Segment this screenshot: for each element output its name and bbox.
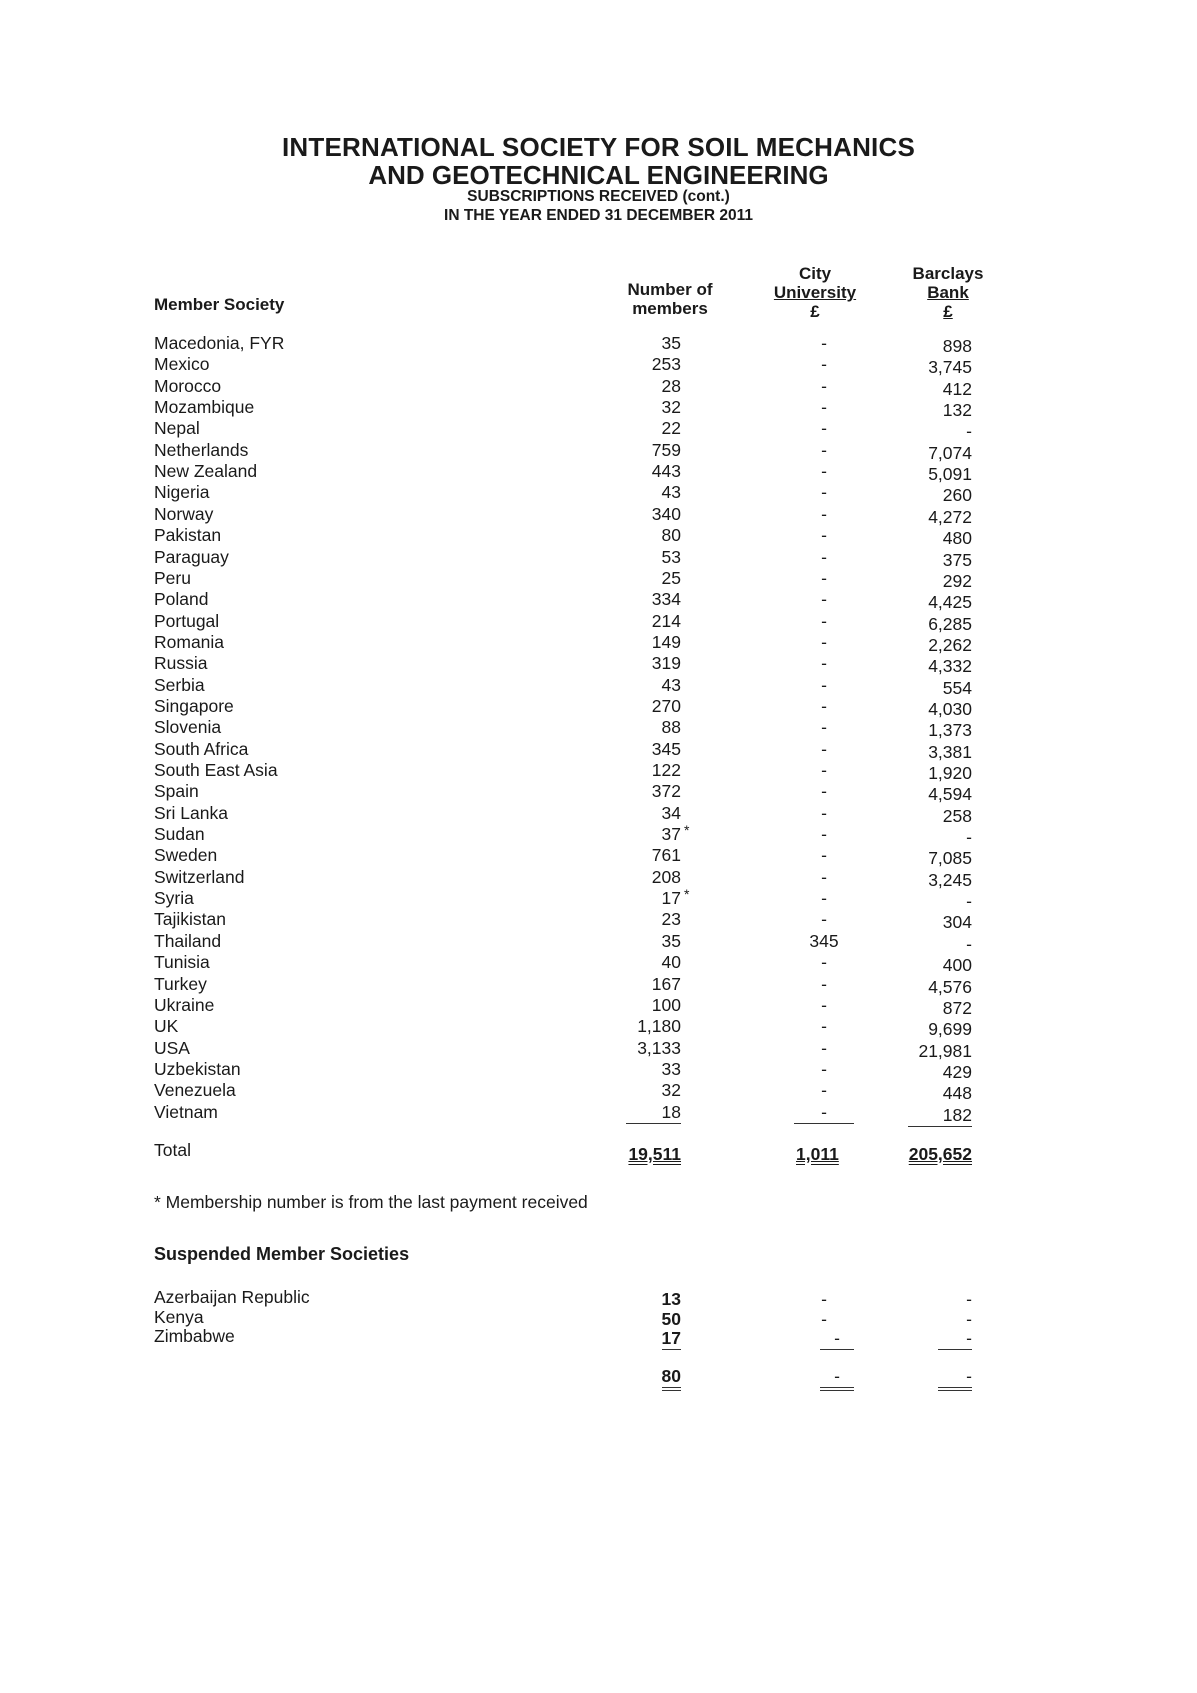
- member-society-name: New Zealand: [154, 461, 258, 482]
- city-university-amount: -: [821, 717, 827, 738]
- city-university-amount: -: [821, 1016, 827, 1037]
- suspended-society-name: Zimbabwe: [154, 1326, 235, 1346]
- barclays-bank-amount: -: [966, 421, 972, 442]
- member-society-name: Tunisia: [154, 952, 210, 973]
- footnote-marker: *: [684, 822, 690, 839]
- number-of-members: 372: [651, 781, 681, 802]
- number-of-members: 43: [661, 482, 681, 503]
- barclays-bank-amount: 2,262: [928, 634, 972, 655]
- city-university-amount: -: [821, 610, 827, 631]
- member-society-name: Venezuela: [154, 1080, 236, 1101]
- member-society-name: Nepal: [154, 418, 200, 439]
- number-of-members: 345: [651, 738, 681, 759]
- footnote: * Membership number is from the last payment received: [154, 1192, 588, 1212]
- table-row: [154, 632, 1014, 653]
- number-of-members: 37: [661, 824, 681, 845]
- city-university-amount: -: [821, 354, 827, 375]
- document-subtitle: SUBSCRIPTIONS RECEIVED (cont.): [467, 188, 730, 205]
- table-row: [154, 760, 1014, 781]
- city-university-amount: 345: [809, 930, 839, 951]
- table-row: [154, 1102, 1014, 1123]
- suspended-section-heading: Suspended Member Societies: [154, 1244, 410, 1264]
- suspended-row: [154, 1287, 1014, 1307]
- table-row: [154, 653, 1014, 677]
- total-row: [154, 1140, 1014, 1164]
- suspended-members: 13: [661, 1289, 681, 1309]
- column-header-number-line-2: members: [632, 299, 708, 318]
- member-society-name: UK: [154, 1016, 179, 1037]
- number-of-members: 43: [661, 674, 681, 695]
- column-header-bank-currency: £: [943, 302, 953, 321]
- table-row: [154, 504, 1014, 525]
- barclays-bank-amount: -: [966, 891, 972, 912]
- table-row: [154, 1038, 1014, 1059]
- table-row: [154, 696, 1014, 717]
- member-society-name: Peru: [154, 567, 191, 588]
- column-header-bank-line-1: Barclays: [912, 264, 984, 283]
- column-header-city-line-2: University: [773, 283, 857, 302]
- number-of-members: 32: [661, 397, 681, 418]
- member-society-name: Switzerland: [154, 866, 245, 887]
- table-row: [154, 589, 1014, 613]
- table-row: [154, 739, 1014, 760]
- table-row: [154, 717, 1014, 741]
- total-label: Total: [154, 1140, 191, 1160]
- city-university-amount: -: [821, 375, 827, 396]
- barclays-bank-amount: 258: [942, 805, 972, 826]
- city-university-amount: -: [821, 461, 827, 482]
- table-row: [154, 867, 1014, 888]
- suspended-city-university: -: [821, 1309, 827, 1329]
- table-row: [154, 845, 1014, 869]
- city-university-amount: -: [821, 888, 827, 909]
- barclays-bank-amount: 5,091: [928, 464, 972, 485]
- city-university-amount: -: [821, 439, 827, 460]
- barclays-bank-amount: 7,074: [928, 442, 972, 463]
- barclays-bank-amount: 375: [942, 549, 972, 570]
- suspended-members: 17: [661, 1328, 681, 1348]
- barclays-bank-amount: 6,285: [928, 613, 972, 634]
- city-university-amount: -: [821, 973, 827, 994]
- barclays-bank-amount: 21,981: [918, 1040, 972, 1061]
- number-of-members: 33: [661, 1058, 681, 1079]
- suspended-members: 50: [661, 1309, 681, 1329]
- member-society-name: Poland: [154, 589, 209, 610]
- city-university-amount: -: [821, 589, 827, 610]
- suspended-total-barclays-bank: -: [938, 1366, 972, 1391]
- barclays-bank-amount: 4,594: [928, 784, 972, 805]
- city-university-amount: -: [821, 845, 827, 866]
- number-of-members: 3,133: [637, 1037, 681, 1058]
- number-of-members: 214: [651, 610, 681, 631]
- barclays-bank-amount: 1,373: [928, 720, 972, 741]
- number-of-members: 122: [651, 760, 681, 780]
- suspended-society-name: Azerbaijan Republic: [154, 1287, 310, 1307]
- number-of-members: 88: [661, 717, 681, 738]
- member-society-name: Sudan: [154, 824, 205, 845]
- number-of-members: 53: [661, 546, 681, 567]
- member-society-name: Spain: [154, 781, 199, 802]
- table-row: [154, 482, 1014, 506]
- table-row: [154, 376, 1014, 397]
- member-society-name: Syria: [154, 888, 194, 909]
- member-society-name: Vietnam: [154, 1101, 218, 1122]
- number-of-members: 18: [626, 1102, 681, 1124]
- table-row: [154, 333, 1014, 354]
- member-society-name: Pakistan: [154, 525, 222, 546]
- suspended-row: [154, 1307, 1014, 1327]
- suspended-barclays-bank: -: [966, 1309, 972, 1329]
- number-of-members: 319: [651, 653, 681, 674]
- member-society-name: Russia: [154, 653, 208, 674]
- member-society-name: Nigeria: [154, 482, 210, 503]
- total-city-university: 1,011: [796, 1144, 839, 1164]
- number-of-members: 253: [651, 354, 681, 375]
- suspended-total-row: [154, 1364, 1014, 1384]
- number-of-members: 334: [651, 589, 681, 610]
- suspended-barclays-bank: -: [938, 1328, 972, 1350]
- barclays-bank-amount: 7,085: [928, 848, 972, 869]
- city-university-amount: -: [821, 503, 827, 524]
- member-society-name: Norway: [154, 503, 214, 524]
- total-members: 19,511: [628, 1144, 681, 1164]
- table-row: [154, 1080, 1014, 1104]
- footnote-marker: *: [684, 886, 690, 903]
- barclays-bank-amount: 260: [942, 485, 972, 506]
- number-of-members: 28: [661, 375, 681, 396]
- table-row: [154, 803, 1014, 824]
- member-society-name: Ukraine: [154, 994, 215, 1015]
- table-row: [154, 909, 1014, 933]
- suspended-barclays-bank: -: [966, 1289, 972, 1309]
- table-row: [154, 822, 1014, 848]
- number-of-members: 17: [661, 888, 681, 909]
- number-of-members: 40: [661, 952, 681, 973]
- table-row: [154, 461, 1014, 485]
- member-society-name: Sri Lanka: [154, 802, 228, 823]
- barclays-bank-amount: 132: [942, 400, 972, 421]
- number-of-members: 35: [661, 930, 681, 951]
- table-row: [154, 397, 1014, 421]
- number-of-members: 25: [661, 567, 681, 588]
- barclays-bank-amount: 400: [942, 955, 972, 976]
- number-of-members: 340: [651, 503, 681, 524]
- member-society-name: USA: [154, 1037, 190, 1058]
- city-university-amount: -: [821, 482, 827, 503]
- barclays-bank-amount: -: [966, 827, 972, 848]
- table-row: [154, 568, 1014, 589]
- city-university-amount: -: [821, 802, 827, 823]
- number-of-members: 35: [661, 333, 681, 353]
- city-university-amount: -: [821, 1037, 827, 1058]
- barclays-bank-amount: 429: [942, 1061, 972, 1082]
- city-university-amount: -: [821, 781, 827, 802]
- suspended-total-city-university: -: [820, 1366, 854, 1391]
- barclays-bank-amount: 3,745: [928, 357, 972, 378]
- column-header-member-society: Member Society: [154, 295, 285, 314]
- barclays-bank-amount: 4,272: [928, 506, 972, 527]
- number-of-members: 100: [651, 994, 681, 1015]
- member-society-name: Uzbekistan: [154, 1058, 241, 1079]
- number-of-members: 270: [651, 695, 681, 716]
- total-barclays-bank: 205,652: [908, 1144, 972, 1164]
- number-of-members: 80: [661, 525, 681, 546]
- document-title-line-1: INTERNATIONAL SOCIETY FOR SOIL MECHANICS: [281, 132, 915, 162]
- member-society-name: Singapore: [154, 695, 234, 716]
- city-university-amount: -: [821, 653, 827, 674]
- number-of-members: 761: [651, 845, 681, 866]
- column-header-number-of-members: [610, 280, 730, 318]
- city-university-amount: -: [821, 546, 827, 567]
- table-row: [154, 1059, 1014, 1080]
- table-row: [154, 611, 1014, 632]
- number-of-members: 1,180: [637, 1016, 681, 1037]
- table-row: [154, 1016, 1014, 1040]
- suspended-city-university: -: [820, 1328, 854, 1350]
- number-of-members: 443: [651, 461, 681, 482]
- barclays-bank-amount: 480: [942, 528, 972, 549]
- city-university-amount: -: [821, 866, 827, 887]
- city-university-amount: -: [821, 397, 827, 418]
- column-header-city-line-1: City: [798, 264, 832, 283]
- table-row: [154, 675, 1014, 696]
- member-society-name: Netherlands: [154, 439, 249, 460]
- city-university-amount: -: [821, 1080, 827, 1101]
- barclays-bank-amount: 4,425: [928, 592, 972, 613]
- member-society-name: Serbia: [154, 674, 205, 695]
- barclays-bank-amount: 1,920: [928, 763, 972, 783]
- member-society-name: South East Asia: [154, 760, 278, 780]
- number-of-members: 208: [651, 866, 681, 887]
- table-row: [154, 931, 1014, 952]
- number-of-members: 32: [661, 1080, 681, 1101]
- document-period: IN THE YEAR ENDED 31 DECEMBER 2011: [444, 207, 753, 224]
- member-society-name: Romania: [154, 631, 225, 652]
- barclays-bank-amount: 9,699: [928, 1019, 972, 1040]
- city-university-amount: -: [821, 333, 827, 353]
- member-society-name: Mexico: [154, 354, 210, 375]
- table-row: [154, 952, 1014, 976]
- number-of-members: 23: [661, 909, 681, 930]
- city-university-amount: -: [821, 695, 827, 716]
- member-society-name: Slovenia: [154, 717, 222, 738]
- city-university-amount: -: [821, 418, 827, 439]
- barclays-bank-amount: 292: [942, 570, 972, 591]
- city-university-amount: -: [821, 909, 827, 930]
- barclays-bank-amount: 182: [908, 1105, 972, 1127]
- member-society-name: Tajikistan: [154, 909, 226, 930]
- number-of-members: 22: [661, 418, 681, 439]
- city-university-amount: -: [821, 525, 827, 546]
- barclays-bank-amount: 3,245: [928, 869, 972, 890]
- city-university-amount: -: [821, 994, 827, 1015]
- number-of-members: 149: [651, 631, 681, 652]
- member-society-name: Portugal: [154, 610, 220, 631]
- suspended-city-university: -: [821, 1289, 827, 1309]
- member-society-name: Turkey: [154, 973, 207, 994]
- member-society-name: Mozambique: [154, 397, 255, 418]
- column-header-bank-line-2: Bank: [927, 283, 969, 302]
- barclays-bank-amount: -: [966, 933, 972, 954]
- document-title-line-2: AND GEOTECHNICAL ENGINEERING: [368, 160, 829, 190]
- member-society-name: South Africa: [154, 738, 249, 759]
- member-society-name: Macedonia, FYR: [154, 333, 285, 353]
- table-row: [154, 974, 1014, 995]
- city-university-amount: -: [821, 738, 827, 759]
- member-society-name: Sweden: [154, 845, 218, 866]
- column-header-city-currency: £: [810, 302, 820, 321]
- suspended-row: [154, 1326, 1014, 1346]
- barclays-bank-amount: 4,030: [928, 698, 972, 719]
- table-row: [154, 547, 1014, 568]
- column-header-city-university: [760, 264, 870, 321]
- suspended-total-members: 80: [662, 1366, 681, 1391]
- table-row: [154, 440, 1014, 461]
- barclays-bank-amount: 412: [942, 378, 972, 399]
- barclays-bank-amount: 4,332: [928, 656, 972, 677]
- barclays-bank-amount: 3,381: [928, 741, 972, 762]
- member-society-name: Paraguay: [154, 546, 229, 567]
- city-university-amount: -: [794, 1102, 854, 1124]
- table-row: [154, 525, 1014, 549]
- city-university-amount: -: [821, 567, 827, 588]
- city-university-amount: -: [821, 952, 827, 973]
- barclays-bank-amount: 304: [942, 912, 972, 933]
- number-of-members: 759: [651, 439, 681, 460]
- table-row: [154, 354, 1014, 378]
- barclays-bank-amount: 872: [942, 997, 972, 1018]
- member-society-name: Morocco: [154, 375, 222, 396]
- table-row: [154, 781, 1014, 805]
- suspended-society-name: Kenya: [154, 1307, 204, 1327]
- number-of-members: 34: [661, 802, 681, 823]
- barclays-bank-amount: 4,576: [928, 976, 972, 997]
- table-row: [154, 886, 1014, 912]
- barclays-bank-amount: 448: [942, 1083, 972, 1104]
- city-university-amount: -: [821, 824, 827, 845]
- city-university-amount: -: [821, 760, 827, 780]
- city-university-amount: -: [821, 1058, 827, 1079]
- number-of-members: 167: [651, 973, 681, 994]
- column-header-barclays-bank: [900, 264, 996, 321]
- member-society-name: Thailand: [154, 930, 222, 951]
- table-row: [154, 418, 1014, 442]
- table-row: [154, 995, 1014, 1016]
- barclays-bank-amount: 554: [942, 677, 972, 698]
- column-header-number-line-1: Number of: [627, 280, 713, 299]
- city-university-amount: -: [821, 631, 827, 652]
- city-university-amount: -: [821, 674, 827, 695]
- barclays-bank-amount: 898: [942, 336, 972, 356]
